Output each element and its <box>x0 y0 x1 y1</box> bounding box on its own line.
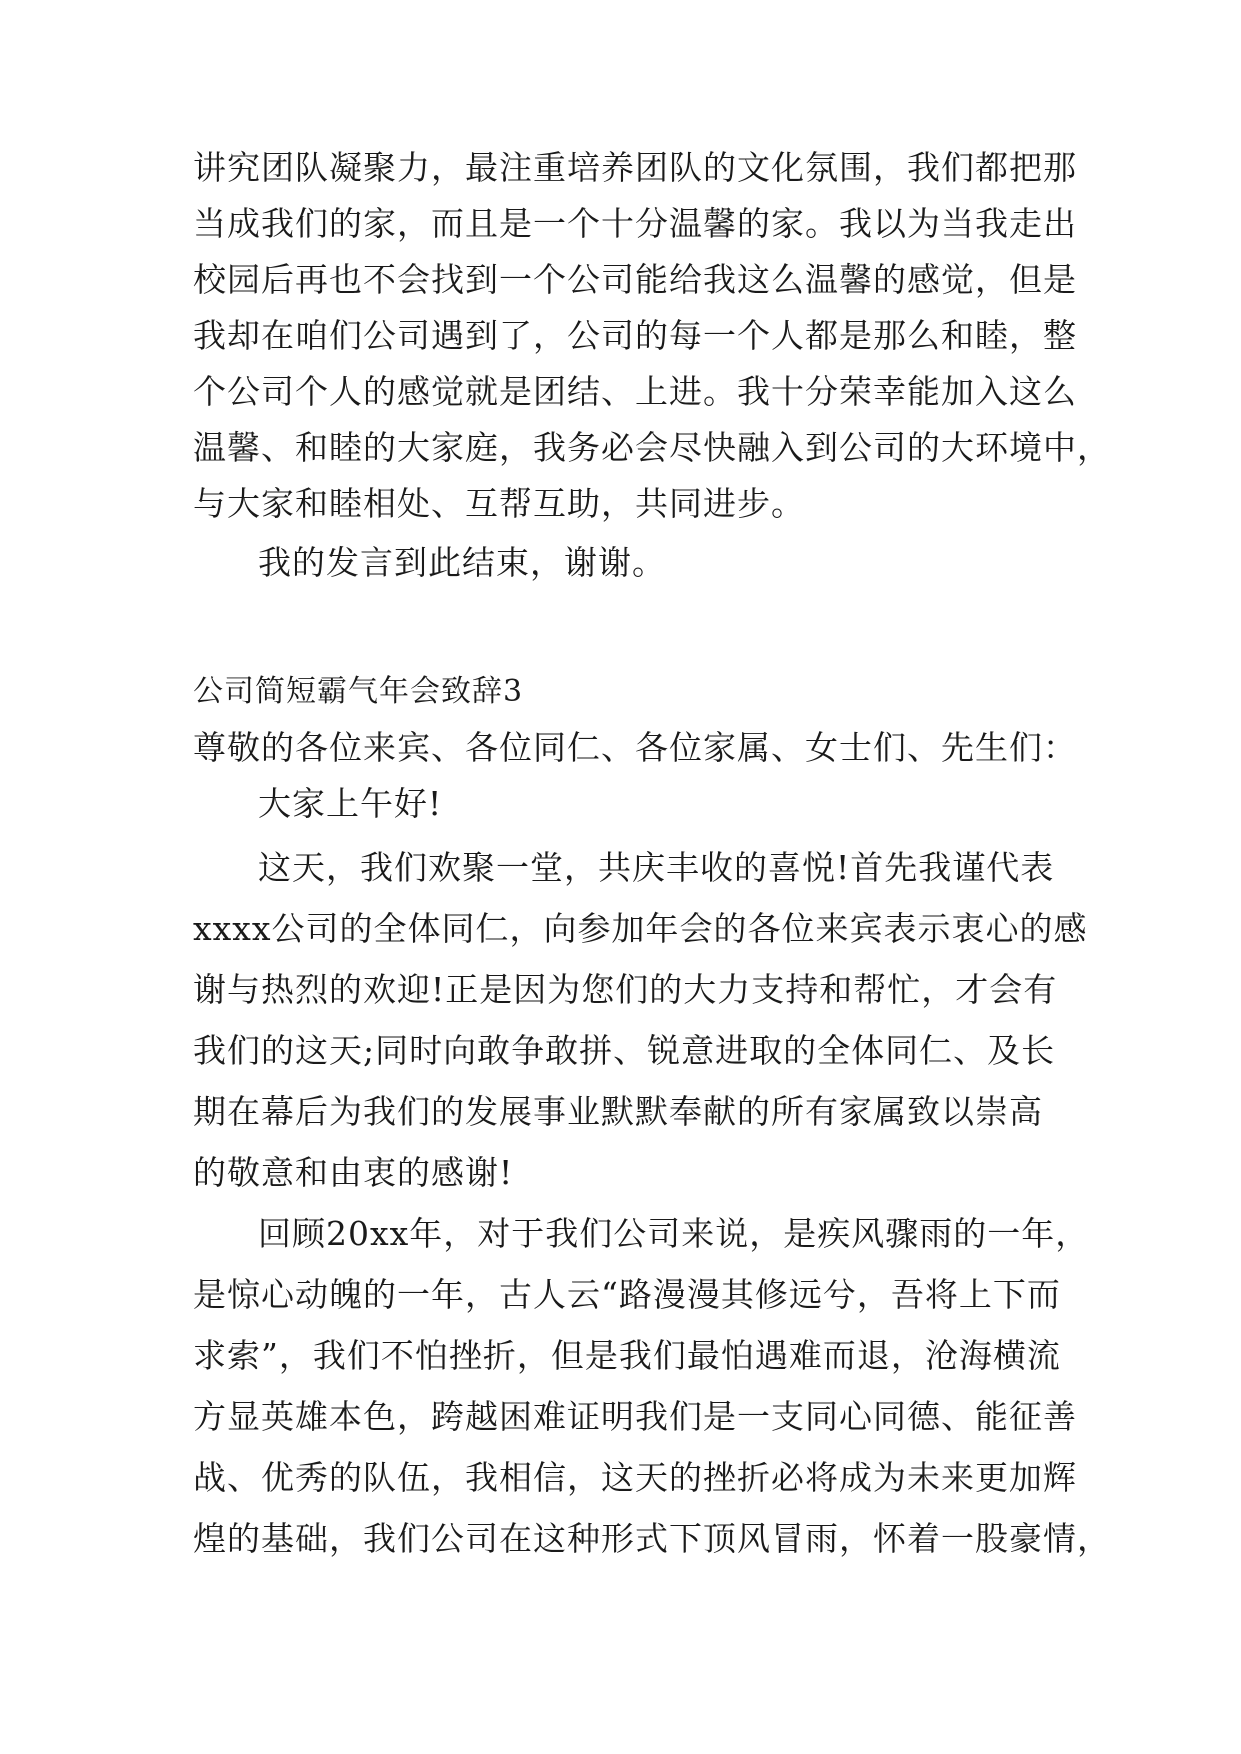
body-line: 的敬意和由衷的感谢! <box>193 1153 514 1192</box>
salutation: 尊敬的各位来宾、各位同仁、各位家属、女士们、先生们： <box>193 728 1077 767</box>
body-line: 与大家和睦相处、互帮互助，共同进步。 <box>193 484 805 523</box>
body-line: 方显英雄本色，跨越困难证明我们是一支同心同德、能征善 <box>193 1397 1077 1436</box>
body-line: 谢与热烈的欢迎!正是因为您们的大力支持和帮忙，才会有 <box>193 970 1058 1009</box>
body-line: 这天，我们欢聚一堂，共庆丰收的喜悦!首先我谨代表 <box>258 848 1055 887</box>
body-line: 我却在咱们公司遇到了，公司的每一个人都是那么和睦，整 <box>193 316 1077 355</box>
body-line: 当成我们的家，而且是一个十分温馨的家。我以为当我走出 <box>193 204 1077 243</box>
closing-line: 我的发言到此结束，谢谢。 <box>258 543 666 582</box>
body-line: 是惊心动魄的一年，古人云“路漫漫其修远兮，吾将上下而 <box>193 1275 1061 1314</box>
greeting: 大家上午好! <box>258 784 443 823</box>
body-line: 战、优秀的队伍，我相信，这天的挫折必将成为未来更加辉 <box>193 1458 1077 1497</box>
body-line: 讲究团队凝聚力，最注重培养团队的文化氛围，我们都把那 <box>193 148 1077 187</box>
body-line: xxxx公司的全体同仁，向参加年会的各位来宾表示衷心的感 <box>193 909 1088 948</box>
body-line: 温馨、和睦的大家庭，我务必会尽快融入到公司的大环境中， <box>193 428 1111 467</box>
body-line: 我们的这天;同时向敢争敢拼、锐意进取的全体同仁、及长 <box>193 1031 1056 1070</box>
section-title: 公司简短霸气年会致辞3 <box>193 674 524 709</box>
body-line: 个公司个人的感觉就是团结、上进。我十分荣幸能加入这么 <box>193 372 1077 411</box>
body-line: 校园后再也不会找到一个公司能给我这么温馨的感觉，但是 <box>193 260 1077 299</box>
body-line: 期在幕后为我们的发展事业默默奉献的所有家属致以崇高 <box>193 1092 1043 1131</box>
body-line: 煌的基础，我们公司在这种形式下顶风冒雨，怀着一股豪情， <box>193 1519 1111 1558</box>
body-line: 回顾20xx年，对于我们公司来说，是疾风骤雨的一年， <box>258 1214 1090 1253</box>
body-line: 求索”，我们不怕挫折，但是我们最怕遇难而退，沧海横流 <box>193 1336 1061 1375</box>
